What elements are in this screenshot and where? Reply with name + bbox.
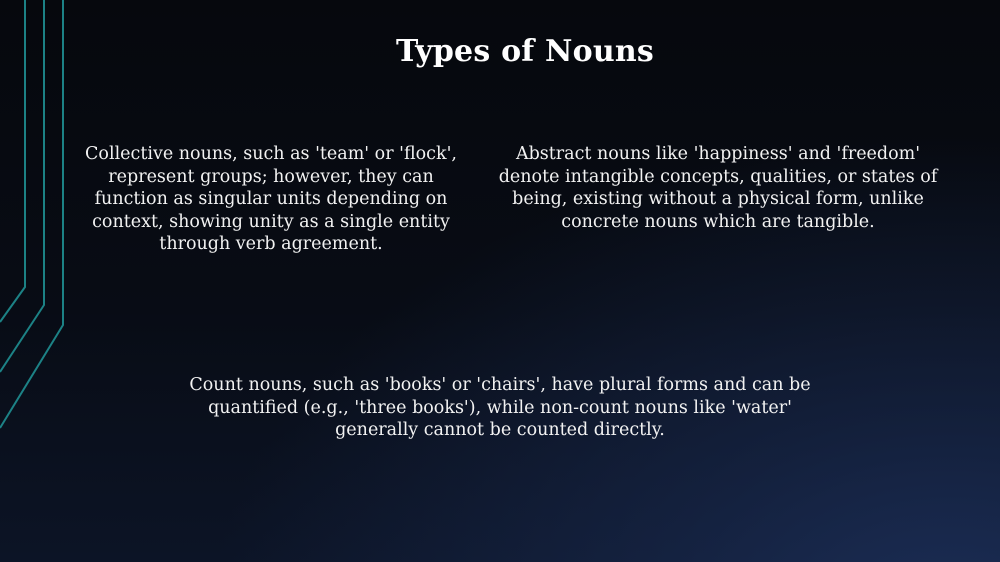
slide-title: Types of Nouns [396, 34, 654, 69]
collective-nouns-paragraph: Collective nouns, such as 'team' or 'flock', represent groups; however, they can function as singular units depending on context, showing unity as a single entity through verb agreement. [85, 144, 457, 254]
abstract-nouns-paragraph: Abstract nouns like 'happiness' and 'freedom' denote intangible concepts, qualities, or states of being, existing without a physical form, unlike concrete nouns which are tangible. [498, 144, 938, 232]
count-nouns-paragraph: Count nouns, such as 'books' or 'chairs', have plural forms and can be quantified (e.g., 'three books'), while non-count nouns like 'water' generally cannot be counted directly. [189, 375, 811, 440]
